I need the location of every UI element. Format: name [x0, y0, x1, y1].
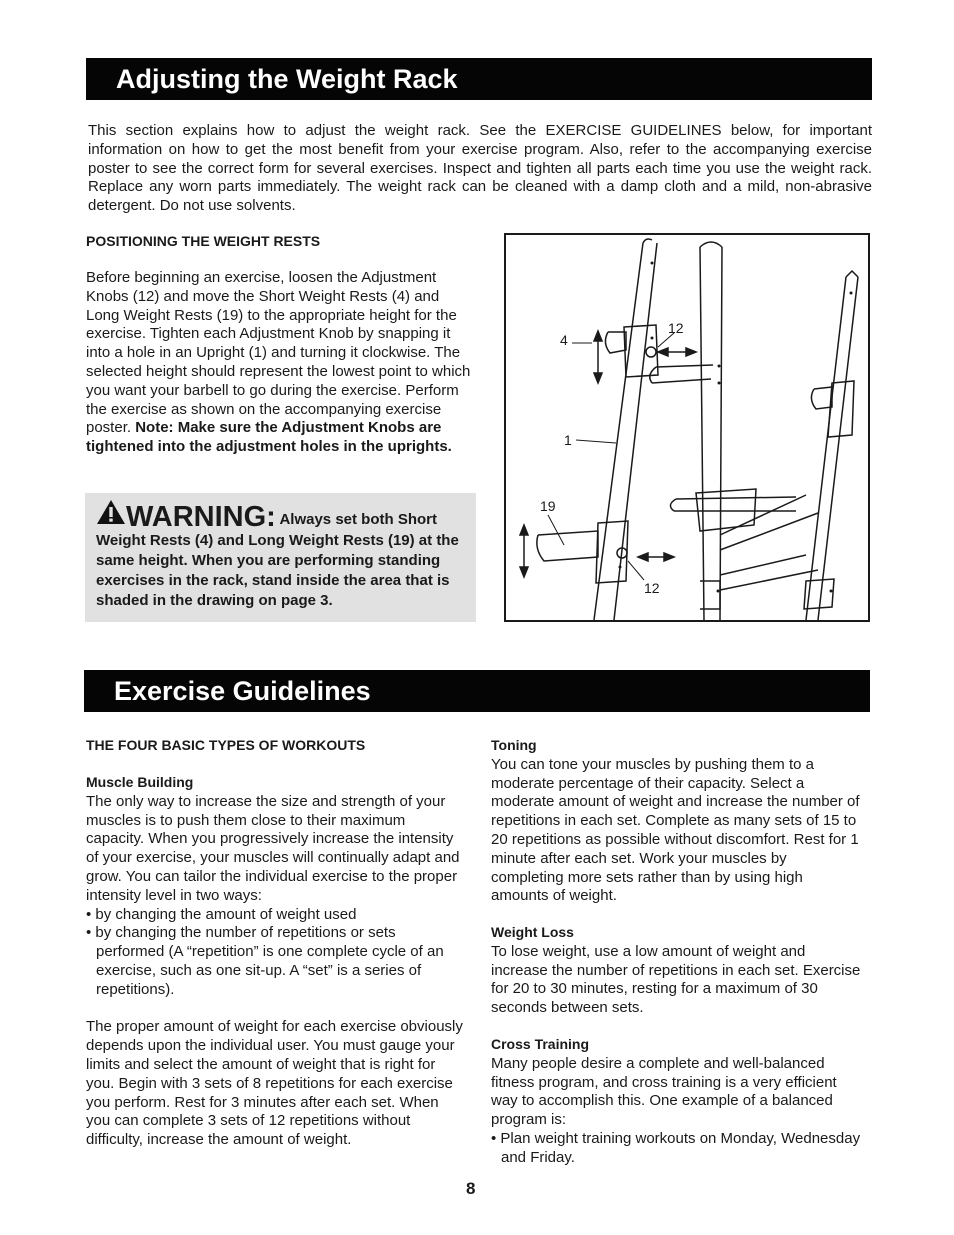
cross-training-section [491, 1035, 863, 1168]
label-upright: 1 [564, 432, 572, 448]
positioning-text: Before beginning an exercise, loosen the Adjustment Knobs (12) and move the Short Weight Rests (4) and Long Weight Rests (19) to the appropriate height for the exercise. Tighten each Adjustment Knob by snapping it into a hole in an Upright (1) and turning it clockwise. The selected height should represent the lowest point to which you want your barbell to go during the exercise. Perform the exercise as shown on the accompanying exercise poster. [86, 269, 471, 437]
muscle-bullet-2: • by changing the number of repetitions or sets performed (A “repetition” is one complete cycle of an exercise, such as one sit-up. A “set” is a series of repetitions). [86, 924, 444, 998]
weight-loss-body: To lose weight, use a low amount of weight and increase the number of repetitions in each set. Exercise for 20 to 30 minutes, resting for a maximum of 30 seconds between sets. [491, 942, 861, 1017]
page-number: 8 [466, 1179, 476, 1198]
cross-training-body: Many people desire a complete and well-balanced fitness program, and cross training is a very efficient way to accomplish this. One example of a balanced program is: [491, 1054, 837, 1129]
toning-body: You can tone your muscles by pushing them to a moderate percentage of their capacity. Select a moderate amount of weight and increase the number of repetitions in each set. Complete as many sets of 15 to 20 repetitions as possible without discomfort. Rest for 1 minute after each set. Work your muscles by completing more sets rather than by using high amounts of weight. [491, 755, 860, 905]
weight-loss-section [491, 923, 863, 1018]
toning-heading: Toning [491, 737, 537, 753]
muscle-building-body: The only way to increase the size and strength of your muscles is to push them close to their maximum capacity. When you progressively increase the intensity of your exercise, your muscles will continually adapt and grow. You can tailor the individual exercise to the proper intensity level in two ways: [86, 792, 460, 904]
positioning-body [86, 269, 476, 457]
label-knob-top: 12 [668, 320, 684, 336]
label-short-weight-rest: 4 [560, 332, 568, 348]
positioning-note: Note: Make sure the Adjustment Knobs are tightened into the adjustment holes in the uprights. [86, 419, 452, 456]
four-types-heading: THE FOUR BASIC TYPES OF WORKOUTS [86, 737, 366, 753]
positioning-heading: POSITIONING THE WEIGHT RESTS [86, 233, 321, 249]
muscle-building-para2: The proper amount of weight for each exercise obviously depends upon the individual user. You must gauge your limits and select the amount of weight that is right for you. Begin with 3 sets of 8 repetitions for each exercise you perform. Rest for 3 minutes after each set. When you can complete 3 sets of 12 repetitions without difficulty, increase the amount of weight. [86, 1018, 463, 1149]
warning-title: WARNING: [126, 501, 276, 533]
label-knob-bottom: 12 [644, 580, 660, 596]
muscle-building-section [86, 773, 466, 1150]
muscle-bullet-1: • by changing the amount of weight used [86, 905, 357, 923]
warning-first: Always set both Short [279, 511, 437, 528]
section-title-exercise-guidelines: Exercise Guidelines [84, 670, 870, 712]
toning-section [491, 736, 863, 906]
warning-box [85, 493, 476, 622]
weight-rack-diagram [504, 233, 870, 622]
section-title-adjusting: Adjusting the Weight Rack [86, 58, 872, 100]
label-long-weight-rest: 19 [540, 498, 556, 514]
weight-loss-heading: Weight Loss [491, 924, 574, 940]
cross-training-bullet-1: • Plan weight training workouts on Monday, Wednesday and Friday. [491, 1129, 861, 1166]
muscle-building-heading: Muscle Building [86, 774, 194, 790]
warning-triangle-icon [96, 499, 126, 531]
intro-paragraph: This section explains how to adjust the weight rack. See the EXERCISE GUIDELINES below, for important information on how to get the most benefit from your exercise program. Also, refer to the accompanying exercise poster to see the correct form for several exercises. Inspect and tighten all parts each time you use the weight rack. Replace any worn parts immediately. The weight rack can be cleaned with a damp cloth and a mild, non-abrasive detergent. Do not use solvents. [88, 122, 872, 215]
cross-training-heading: Cross Training [491, 1036, 590, 1052]
warning-rest: Weight Rests (4) and Long Weight Rests (19) at the same height. When you are performing standing exercises in the rack, stand inside the area that is shaded in the drawing on page 3. [96, 532, 459, 609]
